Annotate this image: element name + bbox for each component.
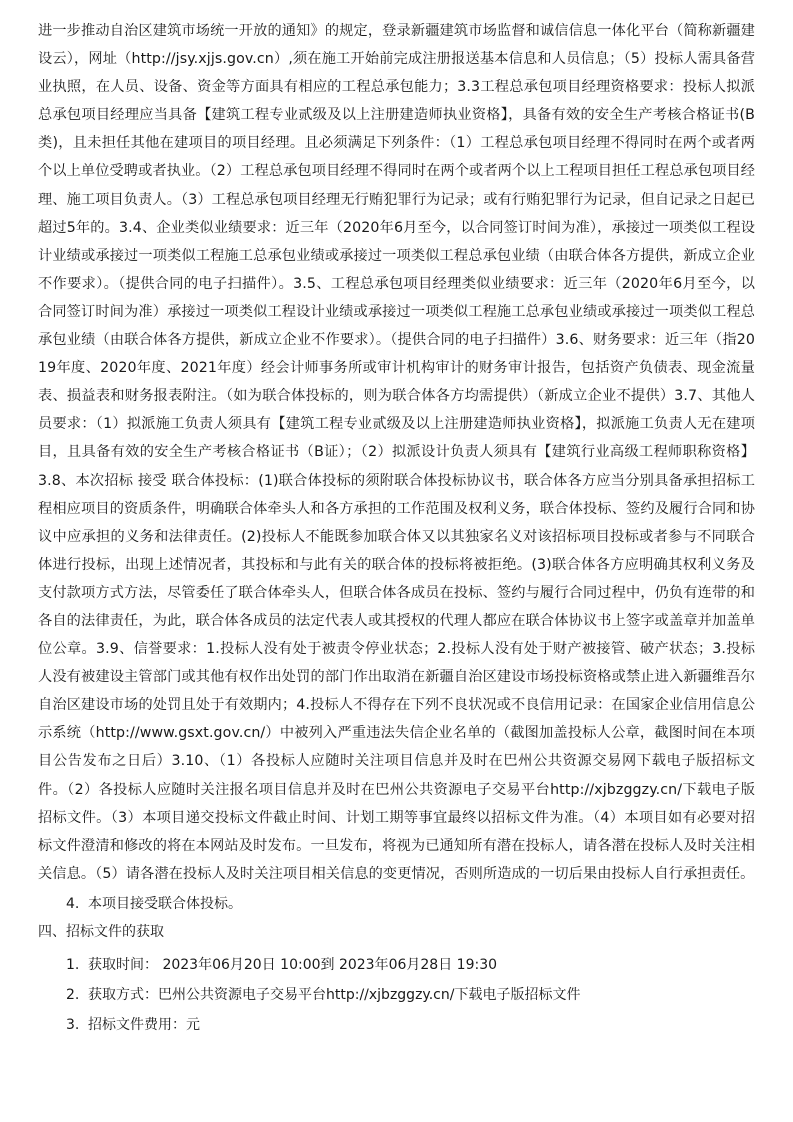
list-item-number: 3.: [66, 1016, 80, 1033]
list-item-number: 2.: [66, 986, 80, 1003]
item-4-text: 本项目接受联合体投标。: [88, 895, 242, 912]
list-item: [66, 1010, 755, 1040]
obtain-documents-list: [38, 950, 755, 1040]
item-4-number: 4.: [66, 895, 80, 912]
list-item: [66, 980, 755, 1010]
item-4: [38, 890, 755, 918]
list-item: [66, 950, 755, 980]
requirements-paragraph: 进一步推动自治区建筑市场统一开放的通知》的规定，登录新疆建筑市场监督和诚信信息一体化平台（简称新疆建设云），网址（http://jsy.xjjs.gov.cn）,须在施工开始前完成注册报送基本信息和人员信息；（5）投标人需具备营业执照，在人员、设备、资金等方面具有相应的工程总承包能力；3.3工程总承包项目经理资格要求：投标人拟派总承包项目经理应当具备【建筑工程专业贰级及以上注册建造师执业资格】，具备有效的安全生产考核合格证书(B类)，且未担任其他在建项目的项目经理。且必须满足下列条件：（1）工程总承包项目经理不得同时在两个或者两个以上单位受聘或者执业。（2）工程总承包项目经理不得同时在两个或者两个以上工程项目担任工程总承包项目经理、施工项目负责人。（3）工程总承包项目经理无行贿犯罪行为记录；或有行贿犯罪行为记录，但自记录之日起已超过5年的。3.4、企业类似业绩要求：近三年（2020年6月至今，以合同签订时间为准），承接过一项类似工程设计业绩或承接过一项类似工程施工总承包业绩或承接过一项类似工程总承包业绩（由联合体各方提供，新成立企业不作要求）。（提供合同的电子扫描件）。3.5、工程总承包项目经理类似业绩要求：近三年（2020年6月至今，以合同签订时间为准）承接过一项类似工程设计业绩或承接过一项类似工程施工总承包业绩或承接过一项类似工程总承包业绩（由联合体各方提供，新成立企业不作要求）。（提供合同的电子扫描件）3.6、财务要求：近三年（指2019年度、2020年度、2021年度）经会计师事务所或审计机构审计的财务审计报告，包括资产负债表、现金流量表、损益表和财务报表附注。（如为联合体投标的，则为联合体各方均需提供）（新成立企业不提供）3.7、其他人员要求：（1）拟派施工负责人须具有【建筑工程专业贰级及以上注册建造师执业资格】，拟派施工负责人无在建项目，且具备有效的安全生产考核合格证书（B证）；（2）拟派设计负责人须具有【建筑行业高级工程师职称资格】3.8、本次招标 接受 联合体投标：(1)联合体投标的须附联合体投标协议书，联合体各方应当分别具备承担招标工程相应项目的资质条件，明确联合体牵头人和各方承担的工作范围及权利义务，联合体投标、签约及履行合同和协议中应承担的义务和法律责任。(2)投标人不能既参加联合体又以其独家名义对该招标项目投标或者参与不同联合体进行投标，出现上述情况者，其投标和与此有关的联合体的投标将被拒绝。(3)联合体各方应明确其权利义务及支付款项方式方法，尽管委任了联合体牵头人，但联合体各成员在投标、签约与履行合同过程中，仍负有连带的和各自的法律责任，为此，联合体各成员的法定代表人或其授权的代理人都应在联合体协议书上签字或盖章并加盖单位公章。3.9、信誉要求：1.投标人没有处于被责令停业状态；2.投标人没有处于财产被接管、破产状态；3.投标人没有被建设主管部门或其他有权作出处罚的部门作出取消在新疆自治区建设市场投标资格或禁止进入新疆维吾尔自治区建设市场的处罚且处于有效期内；4.投标人不得存在下列不良状况或不良信用记录：在国家企业信用信息公示系统（http://www.gsxt.gov.cn/）中被列入严重违法失信企业名单的（截图加盖投标人公章，截图时间在本项目公告发布之日后）3.10、（1）各投标人应随时关注项目信息并及时在巴州公共资源交易网下载电子版招标文件。（2）各投标人应随时关注报名项目信息并及时在巴州公共资源电子交易平台http://xjbzggzy.cn/下载电子版招标文件。（3）本项目递交投标文件截止时间、计划工期等事宜最终以招标文件为准。（4）本项目如有必要对招标文件澄清和修改的将在本网站及时发布。一旦发布，将视为已通知所有潜在投标人，请各潜在投标人及时关注相关信息。（5）请各潜在投标人及时关注项目相关信息的变更情况，否则所造成的一切后果由投标人自行承担责任。: [38, 23, 755, 882]
list-item-text: 获取时间： 2023年06月20日 10:00到 2023年06月28日 19:30: [88, 956, 498, 973]
section-heading-obtain-documents: 四、招标文件的获取: [38, 923, 164, 940]
list-item-text: 招标文件费用：元: [88, 1016, 200, 1033]
list-item-text: 获取方式：巴州公共资源电子交易平台http://xjbzggzy.cn/下载电子版招标文件: [88, 986, 581, 1003]
list-item-number: 1.: [66, 956, 80, 973]
